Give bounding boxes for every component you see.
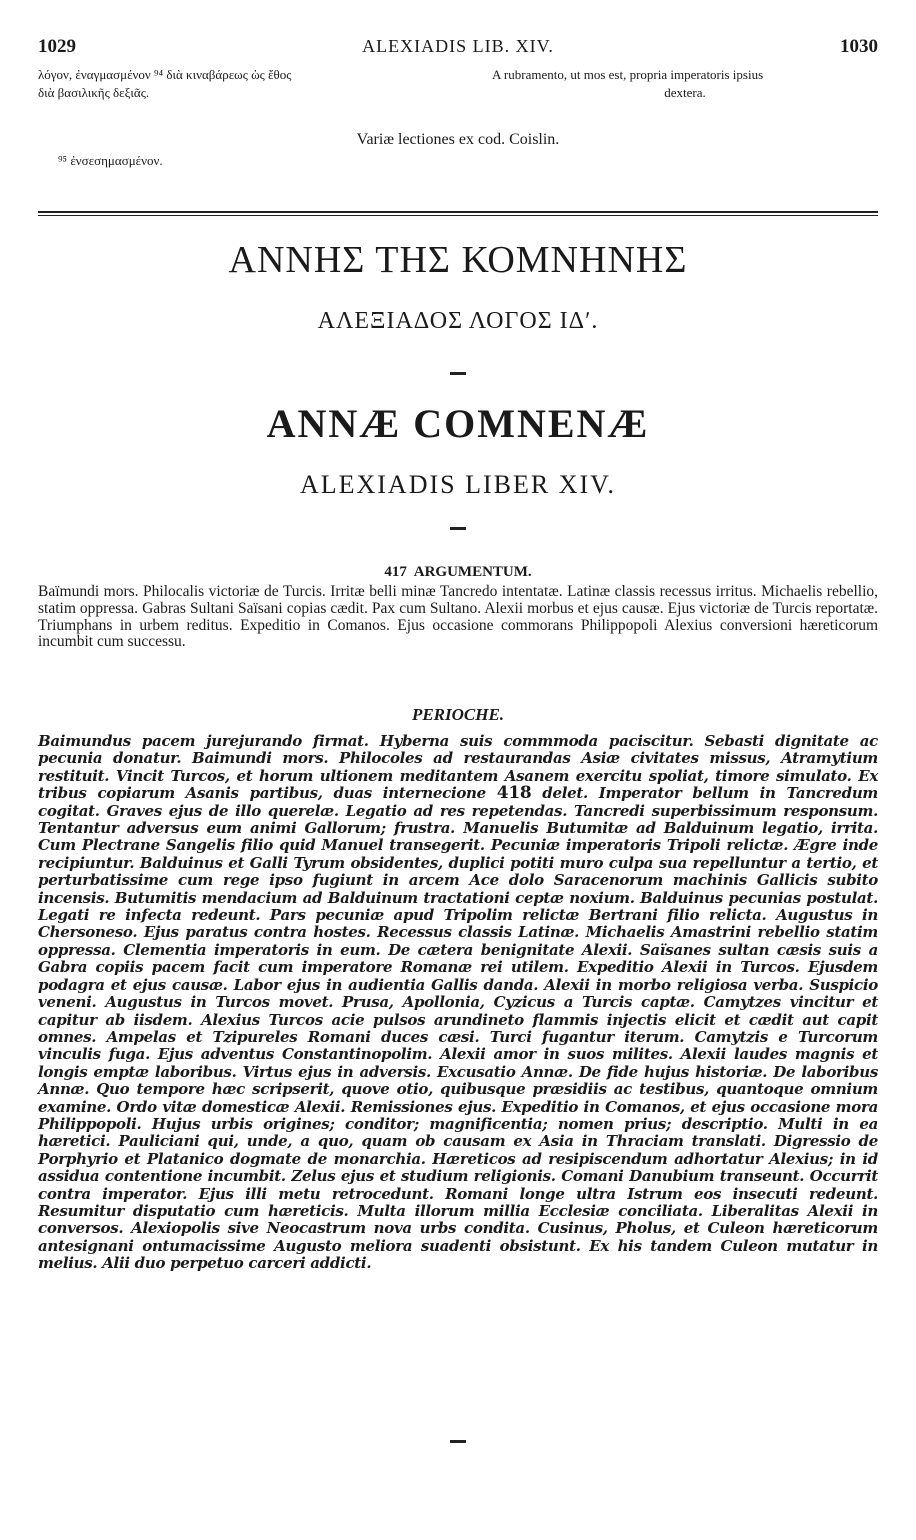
greek-title: ΑΝΝΗΣ ΤΗΣ ΚΟΜΝΗΝΗΣ bbox=[228, 239, 688, 281]
latin-subtitle: ALEXIADIS LIBER XIV. bbox=[299, 470, 617, 499]
variae-lectiones-heading: Variæ lectiones ex cod. Coislin. bbox=[356, 131, 560, 148]
footnotes-block bbox=[38, 66, 878, 176]
greek-subtitle: ΑΛΕΞΙΑΔΟΣ ΛΟΓΟΣ ΙΔʹ. bbox=[317, 308, 599, 334]
greek-note-line: λόγον, ἐναγμασμένον ⁹⁴ διὰ κιναβάρεως ὡς ἔθος bbox=[38, 67, 292, 82]
folio-marker: 418 bbox=[496, 783, 532, 804]
latin-note bbox=[492, 66, 878, 102]
greek-note bbox=[38, 66, 448, 102]
page-number-left: 1029 bbox=[38, 36, 76, 57]
separator-dash bbox=[450, 372, 466, 375]
page-header bbox=[38, 36, 878, 60]
argumentum-heading bbox=[0, 564, 916, 581]
greek-note-line: διὰ βασιλικῆς δεξιᾶς. bbox=[38, 85, 150, 100]
argumentum-title: ARGUMENTUM. bbox=[413, 564, 532, 580]
double-rule-top bbox=[38, 211, 878, 213]
page-number-right: 1030 bbox=[840, 36, 878, 57]
variant-reading: ⁹⁵ ἐνσεσημασμένον. bbox=[58, 153, 163, 168]
latin-note-line: dextera. bbox=[664, 85, 706, 100]
double-rule-bottom bbox=[38, 215, 878, 216]
perioche-text bbox=[38, 733, 878, 1273]
latin-note-line: A rubramento, ut mos est, propria imperatoris ipsius bbox=[492, 67, 764, 82]
perioche-text-part: Baimundus pacem jurejurando firmat. Hyberna suis commmoda paciscitur. Sebasti dignitate ac pecunia donatur. Baimundi mors. Philocoles ad restaurandas Asiæ civitates missus, Atramytium restituit. Vincit Turcos, et horum ultionem meditantem Asanem exercitu spoliat, timore simulato. Ex tribus copiarum Asanis partibus, duas internecione bbox=[38, 732, 878, 803]
folio-marker: 417 bbox=[384, 564, 407, 580]
perioche-text-part: delet. Imperator bellum in Tancredum cogitat. Graves ejus de illo querelæ. Legatio ad res repetendas. Tancredi superbissimum responsum. Tentantur adversus eum animi Gallorum; frustra. Manuelis Butumitæ ad Balduinum legatio, irrita. Cum Plectrane Sangelis filio quid Manuel transegerit. Pecuniæ imperatoris Tripoli relictæ. Ægre inde recipiuntur. Balduinus et Galli Tyrum obsidentes, duplici potiti muro culpa sua repelluntur a tertio, et perturbatissime cum rege ipso fugiunt in arcem Ace dolo Saracenorum machinis Gallicis subito incensis. Butumitis mendacium ad Balduinum tractationi ceptæ noxium. Balduinus pecunias postulat. Legati re infecta redeunt. Pars pecuniæ apud Tripolim relictæ Bertrani filio relicta. Augustus in Chersoneso. Ejus paratus contra hostes. Recessus classis Latinæ. Michaelis Amastrini rebellio statim oppressa. Clementia imperatoris in eum. De cætera benignitate Alexii. Saïsanes sultan cæsis suis a Gabra copiis pacem facit cum imperatore Romanæ rei utilem. Expeditio Alexii in Turcos. Ejusdem podagra et ejus causæ. Labor ejus in audientia Gallis danda. Alexii in morbo religiosa verba. Suspicio veneni. Augustus in Turcos movet. Prusa, Apollonia, Cyzicus a Turcis captæ. Camytzes vincitur et capitur ab iisdem. Alexius Turcos acie pulsos arundineto flammis injectis elicit et cædit aut capit omnes. Ampelas et Tzipureles Romani duces cæsi. Turci fugantur iterum. Camytzis e Turcorum vinculis fuga. Ejus adventus Constantinopolim. Alexii amor in suos milites. Alexii laudes magnis et longis emptæ laboribus. Virtus ejus in adversis. Excusatio Annæ. De fide hujus historiæ. De laboribus Annæ. Quo tempore hæc scripserit, quove otio, quibusque præsidiis ac testibus, quantoque omnium examine. Ordo vitæ domesticæ Alexii. Remissiones ejus. Expeditio in Comanos, et ejus occasione mora Philippopoli. Hujus urbis origines; conditor; magnificentia; nomen prius; descriptio. Multi in ea hæretici. Pauliciani qui, unde, a quo, quam ob causam ex Asia in Thraciam translati. Digressio de Porphyrio et Platanico dogmate de monarchia. Hæreticos ad resipiscendum adhortatur Alexius; in id assidua contentione incumbit. Zelus ejus et studium religionis. Comani Danubium transeunt. Occurrit contra imperator. Ejus illi metu retrocedunt. Romani longe ultra Istrum eos insecuti redeunt. Resumitur disputatio cum hæreticis. Multa illorum millia Ecclesiæ conciliata. Liberalitas Alexii in conversos. Alexiopolis sive Neocastrum nova urbs condita. Cusinus, Pholus, et Culeon hæreticorum antesignani ontumacissime Augusto meliora suadenti obsistunt. Ex his tandem Culeon mutatur in melius. Alii duo perpetuo carceri addicti. bbox=[38, 784, 878, 1273]
argumentum-text: Baïmundi mors. Philocalis victoriæ de Turcis. Irritæ belli minæ Tancredo intentatæ. Latinæ classis recessus irritus. Michaelis rebellio, statim oppressa. Gabras Sultani Saïsani copias cædit. Pax cum Sultano. Alexii morbus et ejus causæ. Ejus victoriæ de Turcis reportatæ. Triumphans in urbem reditus. Expeditio in Comanos. Ejus occasione commorans Philippopoli Alexius conversioni hæreticorum incumbit cum successu. bbox=[38, 583, 878, 651]
separator-dash bbox=[450, 527, 466, 530]
perioche-heading: PERIOCHE. bbox=[411, 705, 505, 724]
latin-title: ANNÆ COMNENÆ bbox=[266, 401, 650, 446]
separator-dash bbox=[450, 1440, 466, 1443]
running-title: ALEXIADIS LIB. XIV. bbox=[362, 36, 554, 56]
